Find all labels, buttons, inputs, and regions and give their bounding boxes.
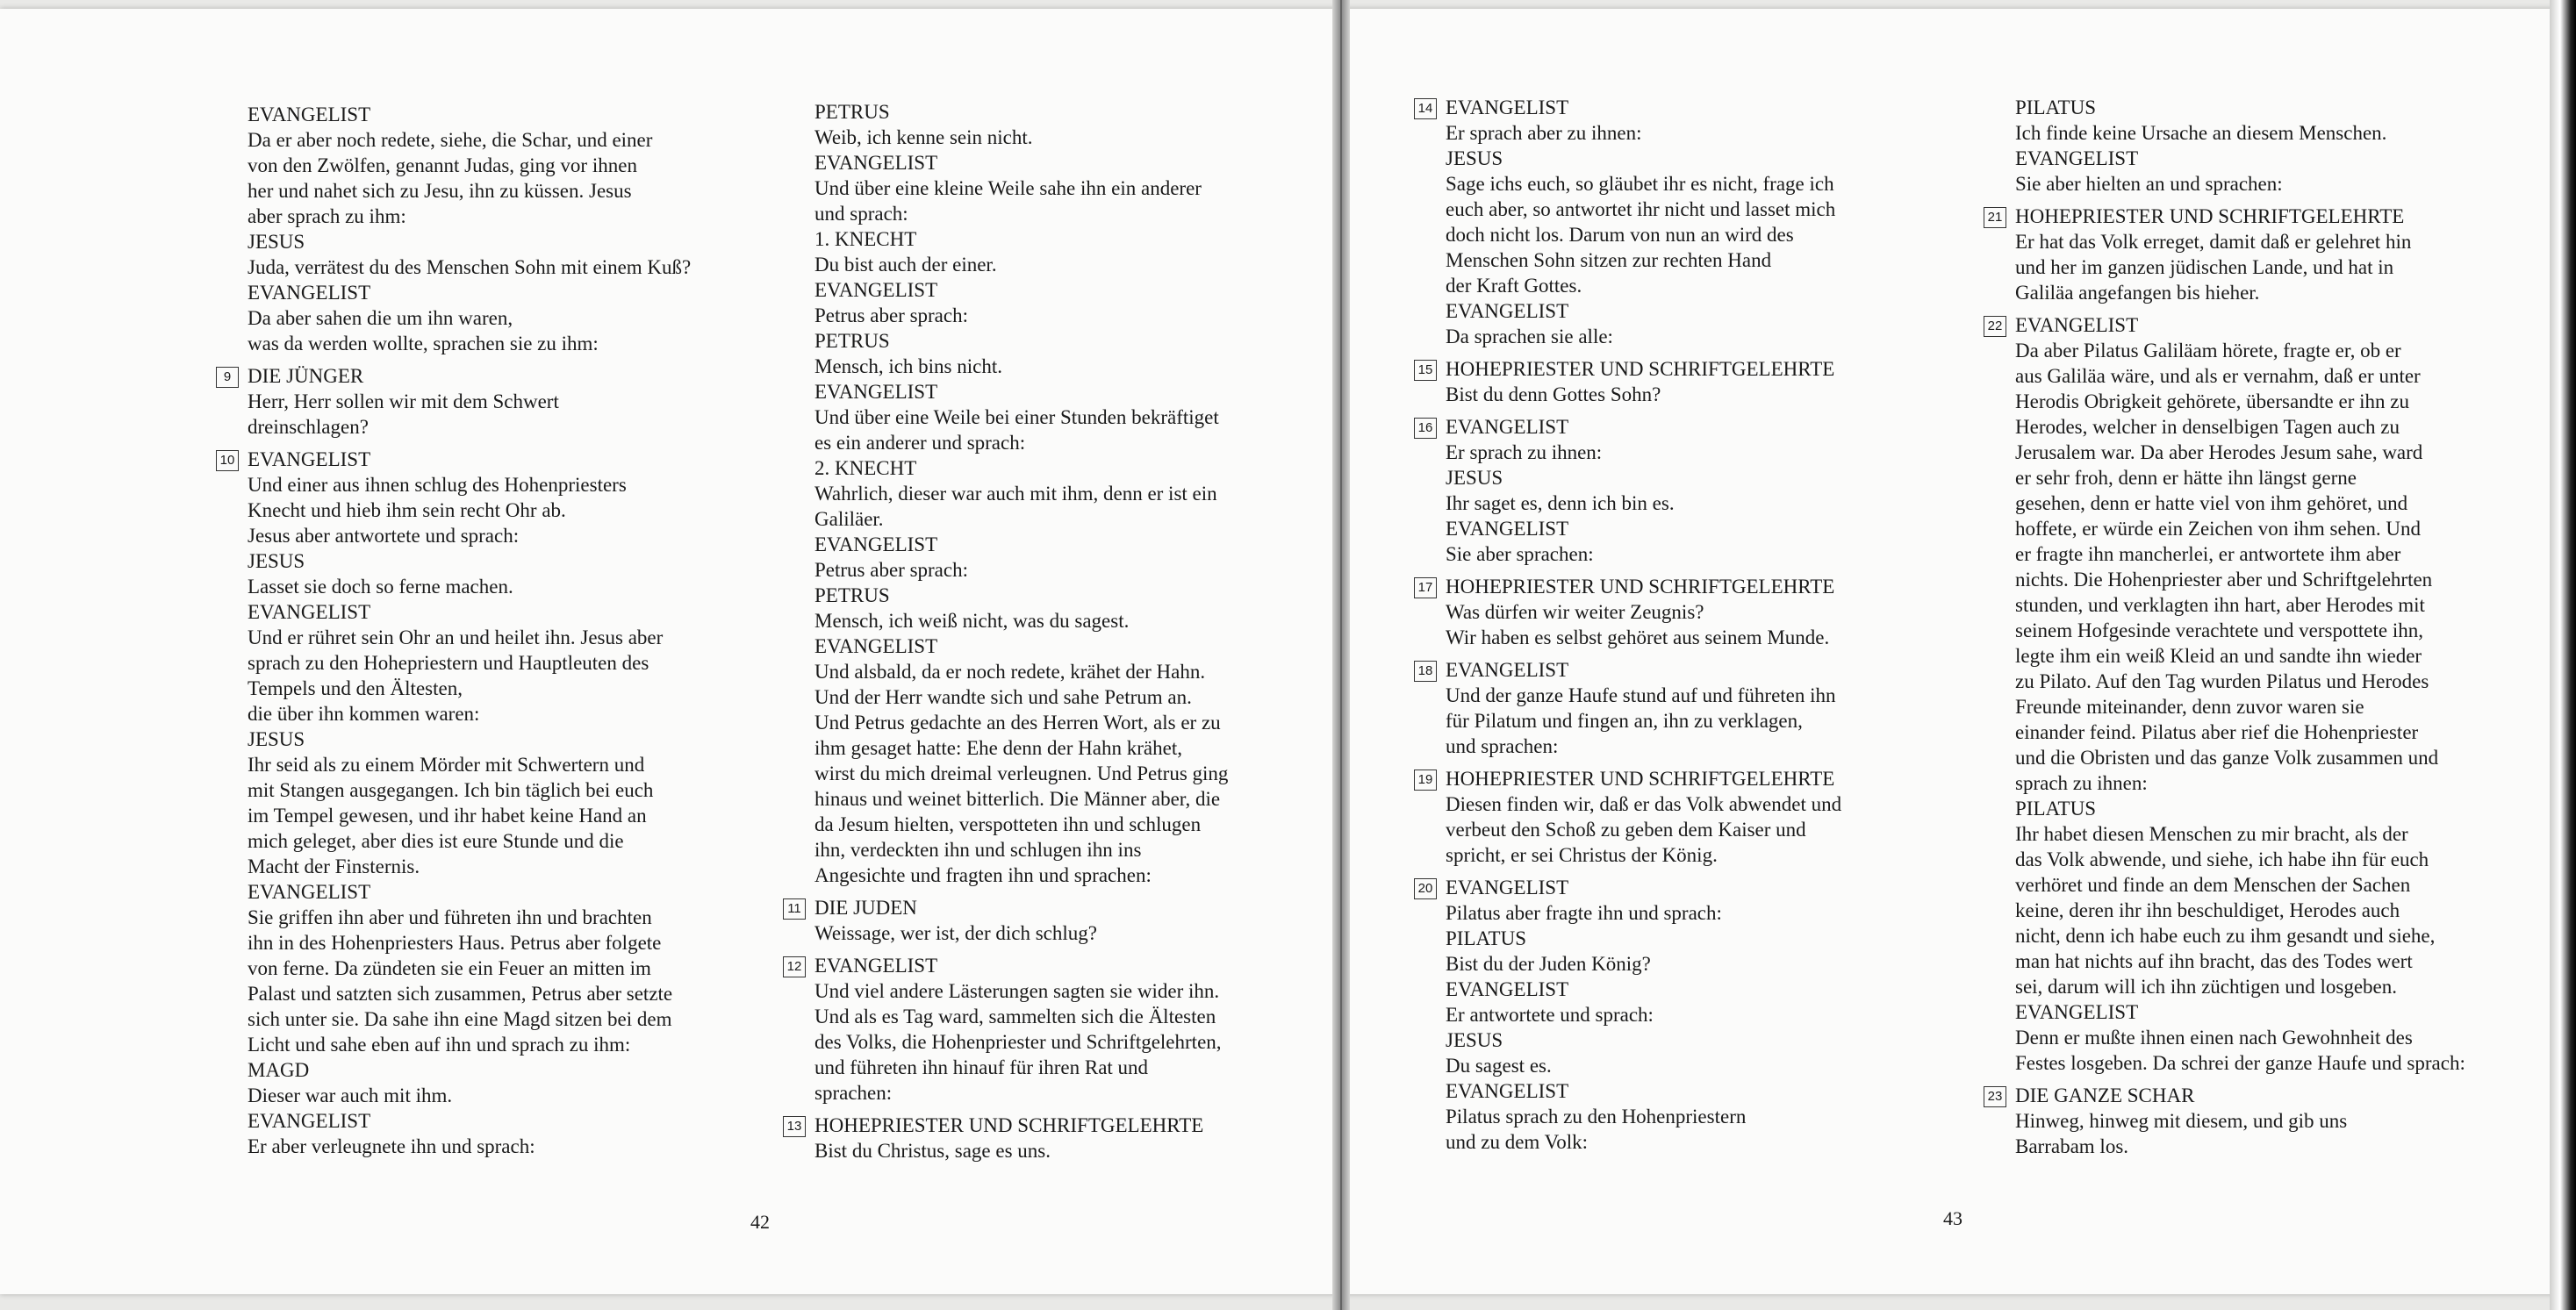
text-line: für Pilatum und fingen an, ihn zu verklagen,	[1446, 710, 1803, 732]
section-number-box: 17	[1414, 577, 1437, 598]
text-line: Er sprach aber zu ihnen:	[1446, 122, 1642, 144]
text-line: PILATUS	[2015, 798, 2097, 820]
text-line: Da aber Pilatus Galiläam hörete, fragte er, ob er	[2015, 340, 2401, 362]
text-line: Weib, ich kenne sein nicht.	[814, 126, 1033, 148]
text-line: DIE JUDEN	[814, 897, 917, 919]
text-line: DIE GANZE SCHAR	[2015, 1085, 2195, 1106]
text-line: PETRUS	[814, 101, 890, 123]
text-line: Was dürfen wir weiter Zeugnis?	[1446, 601, 1704, 623]
section-number-box: 10	[216, 450, 239, 471]
text-line: PETRUS	[814, 330, 890, 352]
text-line: Festes losgeben. Da schrei der ganze Haufe und sprach:	[2015, 1052, 2465, 1074]
text-section	[219, 447, 691, 1159]
text-line: Mensch, ich weiß nicht, was du sagest.	[814, 610, 1130, 632]
text-line: Herr, Herr sollen wir mit dem Schwert	[248, 390, 559, 412]
text-line: Du sagest es.	[1446, 1055, 1552, 1077]
text-line: EVANGELIST	[1446, 978, 1569, 1000]
left-page-column-1	[219, 102, 692, 1159]
text-line: JESUS	[1446, 147, 1503, 169]
text-line: Und der Herr wandte sich und sahe Petrum an.	[814, 686, 1192, 708]
text-line: JESUS	[248, 231, 305, 253]
text-line: Er hat das Volk erreget, damit daß er gelehret hin	[2015, 231, 2412, 253]
text-line: spricht, er sei Christus der König.	[1446, 844, 1718, 866]
text-line: Diesen finden wir, daß er das Volk abwendet und	[1446, 793, 1842, 815]
text-line: zu Pilato. Auf den Tag wurden Pilatus und Herodes	[2015, 670, 2429, 692]
right-page-column-2	[1987, 95, 2465, 1159]
text-line: Galiläa angefangen bis hieher.	[2015, 282, 2260, 304]
page-edge	[2550, 0, 2576, 1310]
text-line: EVANGELIST	[1446, 518, 1569, 540]
text-line: von den Zwölfen, genannt Judas, ging vor ihnen	[248, 154, 637, 176]
text-line: Mensch, ich bins nicht.	[814, 355, 1002, 377]
text-line: des Volks, die Hohenpriester und Schriftgelehrten,	[814, 1031, 1222, 1053]
text-line: sich unter sie. Da sahe ihn eine Magd sitzen bei dem	[248, 1008, 672, 1030]
text-line: EVANGELIST	[814, 533, 938, 555]
text-line: Ich finde keine Ursache an diesem Menschen.	[2015, 122, 2387, 144]
text-line: Bist du der Juden König?	[1446, 953, 1651, 975]
text-line: Palast und satzten sich zusammen, Petrus aber setzte	[248, 983, 673, 1005]
page-number-left: 42	[750, 1211, 770, 1233]
text-line: und zu dem Volk:	[1446, 1131, 1589, 1153]
text-section	[787, 895, 1228, 946]
text-line: Bist du Christus, sage es uns.	[814, 1140, 1051, 1162]
text-line: Barrabam los.	[2015, 1135, 2129, 1157]
text-line: Hinweg, hinweg mit diesem, und gib uns	[2015, 1110, 2348, 1132]
text-line: EVANGELIST	[248, 104, 371, 125]
text-line: 1. KNECHT	[814, 228, 917, 250]
section-number-box: 23	[1984, 1086, 2006, 1107]
text-line: Ihr seid als zu einem Mörder mit Schwertern und	[248, 754, 645, 776]
text-line: Tempels und den Ältesten,	[248, 677, 463, 699]
text-line: was da werden wollte, sprachen sie zu ihm:	[248, 333, 599, 354]
text-line: aus Galiläa wäre, und als er vernahm, daß er unter	[2015, 365, 2421, 387]
text-line: Und über eine kleine Weile sahe ihn ein anderer	[814, 177, 1202, 199]
text-line: Licht und sahe eben auf ihn und sprach zu ihm:	[248, 1034, 631, 1056]
text-line: EVANGELIST	[814, 152, 938, 174]
text-line: seinem Hofgesinde verachtete und verspottete ihn,	[2015, 619, 2423, 641]
text-section	[2015, 95, 2465, 197]
text-line: verbeut den Schoß zu geben dem Kaiser und	[1446, 819, 1806, 841]
section-number-box: 12	[783, 956, 806, 977]
text-line: Und alsbald, da er noch redete, krähet der Hahn.	[814, 661, 1206, 683]
text-line: Dieser war auch mit ihm.	[248, 1085, 453, 1106]
text-line: Petrus aber sprach:	[814, 559, 968, 581]
text-section	[1417, 574, 1841, 650]
section-number-box: 22	[1984, 316, 2006, 337]
section-number-box: 20	[1414, 878, 1437, 899]
text-line: Herodes, welcher in denselbigen Tagen auch zu	[2015, 416, 2400, 438]
text-line: EVANGELIST	[1446, 659, 1569, 681]
text-line: Da sprachen sie alle:	[1446, 326, 1613, 347]
text-line: gesehen, denn er hatte viel von ihm gehöret, und	[2015, 492, 2408, 514]
text-line: euch aber, so antwortet ihr nicht und lasset mich	[1446, 198, 1836, 220]
text-line: es ein anderer und sprach:	[814, 432, 1026, 454]
text-line: das Volk abwende, und siehe, ich habe ihn für euch	[2015, 848, 2429, 870]
text-line: der Kraft Gottes.	[1446, 275, 1582, 297]
right-page-column-1	[1417, 95, 1842, 1155]
text-line: Jerusalem war. Da aber Herodes Jesum sahe, ward	[2015, 441, 2423, 463]
text-section	[1417, 356, 1841, 407]
text-line: Pilatus aber fragte ihn und sprach:	[1446, 902, 1722, 924]
text-line: Ihr saget es, denn ich bin es.	[1446, 492, 1675, 514]
text-line: Bist du denn Gottes Sohn?	[1446, 383, 1661, 405]
text-line: Und der ganze Haufe stund auf und führeten ihn	[1446, 684, 1836, 706]
text-line: JESUS	[1446, 1029, 1503, 1051]
text-line: Angesichte und fragten ihn und sprachen:	[814, 864, 1152, 886]
text-line: Er aber verleugnete ihn und sprach:	[248, 1135, 535, 1157]
text-line: Weissage, wer ist, der dich schlug?	[814, 922, 1097, 944]
text-line: Wir haben es selbst gehöret aus seinem Munde.	[1446, 626, 1830, 648]
text-line: verhöret und finde an dem Menschen der Sachen	[2015, 874, 2411, 896]
text-line: HOHEPRIESTER UND SCHRIFTGELEHRTE	[2015, 205, 2405, 227]
text-line: Da aber sahen die um ihn waren,	[248, 307, 513, 329]
text-line: sprach zu ihnen:	[2015, 772, 2148, 794]
text-line: ihm gesaget hatte: Ehe denn der Hahn krähet,	[814, 737, 1182, 759]
text-section	[786, 1113, 1228, 1163]
text-line: Sage ichs euch, so gläubet ihr es nicht, frage ich	[1446, 173, 1834, 195]
text-line: im Tempel gewesen, und ihr habet keine Hand an	[248, 805, 647, 827]
text-line: Sie griffen ihn aber und führeten ihn und brachten	[248, 906, 652, 928]
text-line: EVANGELIST	[1446, 97, 1569, 118]
text-line: Petrus aber sprach:	[814, 304, 968, 326]
text-line: EVANGELIST	[1446, 416, 1569, 438]
text-section	[223, 363, 691, 440]
text-line: die über ihn kommen waren:	[248, 703, 480, 725]
text-line: Jesus aber antwortete und sprach:	[248, 525, 520, 547]
text-line: wirst du mich dreimal verleugnen. Und Petrus ging	[814, 762, 1229, 784]
text-line: Pilatus sprach zu den Hohenpriestern	[1446, 1106, 1747, 1127]
text-line: Galiläer.	[814, 508, 884, 530]
section-number-box: 9	[216, 367, 239, 388]
text-line: legte ihm ein weiß Kleid an und sandte ihn wieder	[2015, 645, 2422, 667]
text-line: Und einer aus ihnen schlug des Hohenpriesters	[248, 474, 627, 496]
text-line: mit Stangen ausgegangen. Ich bin täglich bei euch	[248, 779, 654, 801]
text-line: von ferne. Da zündeten sie ein Feuer an mitten im	[248, 957, 651, 979]
text-line: Ihr habet diesen Menschen zu mir bracht, als der	[2015, 823, 2408, 845]
text-line: PILATUS	[2015, 97, 2097, 118]
text-line: und führeten ihn hinauf für ihren Rat und	[814, 1056, 1149, 1078]
text-line: EVANGELIST	[248, 601, 371, 623]
text-line: HOHEPRIESTER UND SCHRIFTGELEHRTE	[814, 1114, 1204, 1136]
section-number-box: 21	[1984, 207, 2006, 228]
text-line: einander feind. Pilatus aber rief die Hohenpriester	[2015, 721, 2419, 743]
text-line: HOHEPRIESTER UND SCHRIFTGELEHRTE	[1446, 358, 1835, 380]
text-line: EVANGELIST	[248, 282, 371, 304]
text-line: JESUS	[1446, 467, 1503, 489]
text-line: Da er aber noch redete, siehe, die Schar, und einer	[248, 129, 653, 151]
text-line: Sie aber sprachen:	[1446, 543, 1594, 565]
text-line: HOHEPRIESTER UND SCHRIFTGELEHRTE	[1446, 768, 1835, 790]
text-section	[1417, 766, 1842, 868]
text-line: sprach zu den Hohepriestern und Hauptleuten des	[248, 652, 649, 674]
section-number-box: 13	[783, 1116, 806, 1137]
text-line: EVANGELIST	[1446, 300, 1569, 322]
text-section	[1417, 875, 1841, 1155]
text-line: und sprach:	[814, 203, 908, 225]
text-line: ihn, verdeckten ihn und schlugen ihn ins	[814, 839, 1142, 861]
text-line: Denn er mußte ihnen einen nach Gewohnheit des	[2015, 1027, 2413, 1049]
text-line: JESUS	[248, 728, 305, 750]
text-line: MAGD	[248, 1059, 310, 1081]
section-number-box: 15	[1414, 360, 1437, 381]
section-number-box: 11	[783, 898, 806, 920]
text-line: Und viel andere Lästerungen sagten sie wider ihn.	[814, 980, 1220, 1002]
text-line: sei, darum will ich ihn züchtigen und losgeben.	[2015, 976, 2397, 998]
text-line: doch nicht los. Darum von nun an wird des	[1446, 224, 1794, 246]
text-line: EVANGELIST	[814, 279, 938, 301]
text-line: nicht, denn ich habe euch zu ihm gesandt und siehe,	[2015, 925, 2436, 947]
text-line: EVANGELIST	[248, 881, 371, 903]
text-line: Knecht und hieb ihm sein recht Ohr ab.	[248, 499, 566, 521]
text-section	[1987, 1083, 2465, 1159]
text-line: EVANGELIST	[814, 955, 938, 977]
text-section	[1417, 95, 1841, 349]
page-number-right: 43	[1943, 1207, 1962, 1229]
text-line: Macht der Finsternis.	[248, 855, 420, 877]
section-number-box: 14	[1414, 98, 1437, 119]
text-line: EVANGELIST	[1446, 877, 1569, 898]
text-line: JESUS	[248, 550, 305, 572]
left-page-column-2	[786, 99, 1229, 1163]
text-line: her und nahet sich zu Jesu, ihn zu küssen. Jesus	[248, 180, 632, 202]
text-line: Du bist auch der einer.	[814, 254, 997, 276]
text-line: PILATUS	[1446, 927, 1527, 949]
text-line: keine, deren ihr ihn beschuldiget, Herodes auch	[2015, 899, 2400, 921]
text-line: ihn in des Hohenpriesters Haus. Petrus aber folgete	[248, 932, 662, 954]
text-section	[1417, 657, 1841, 759]
text-line: Und über eine Weile bei einer Stunden bekräftiget	[814, 406, 1219, 428]
text-section	[1987, 312, 2465, 1076]
text-section	[248, 102, 691, 356]
text-line: Freunde miteinander, denn zuvor waren sie	[2015, 696, 2364, 718]
text-line: 2. KNECHT	[814, 457, 917, 479]
section-number-box: 16	[1414, 418, 1437, 439]
text-line: man hat nichts auf ihn bracht, das des Todes wert	[2015, 950, 2413, 972]
text-line: Herodis Obrigkeit gehörete, übersandte er ihn zu	[2015, 390, 2409, 412]
text-line: er fragte ihn mancherlei, er antwortete ihm aber	[2015, 543, 2401, 565]
text-line: EVANGELIST	[2015, 147, 2139, 169]
section-number-box: 19	[1414, 770, 1437, 791]
text-line: aber sprach zu ihm:	[248, 205, 406, 227]
text-line: hinaus und weinet bitterlich. Die Männer aber, die	[814, 788, 1221, 810]
text-line: sprachen:	[814, 1082, 893, 1104]
text-line: EVANGELIST	[2015, 1001, 2139, 1023]
text-line: EVANGELIST	[248, 448, 371, 470]
text-line: Und er rühret sein Ohr an und heilet ihn. Jesus aber	[248, 626, 664, 648]
text-line: mich geleget, aber dies ist eure Stunde und die	[248, 830, 624, 852]
text-line: Wahrlich, dieser war auch mit ihm, denn er ist ein	[814, 483, 1217, 505]
text-line: EVANGELIST	[814, 381, 938, 403]
book-gutter	[1332, 0, 1350, 1310]
text-line: Menschen Sohn sitzen zur rechten Hand	[1446, 249, 1772, 271]
text-line: dreinschlagen?	[248, 416, 369, 438]
text-line: und her im ganzen jüdischen Lande, und hat in	[2015, 256, 2394, 278]
text-line: Er sprach zu ihnen:	[1446, 441, 1603, 463]
text-section	[1417, 414, 1841, 567]
text-section	[814, 99, 1228, 888]
text-line: Er antwortete und sprach:	[1446, 1004, 1654, 1026]
text-line: und die Obristen und das ganze Volk zusammen und	[2015, 747, 2439, 769]
section-number-box: 18	[1414, 661, 1437, 682]
text-line: Und als es Tag ward, sammelten sich die Ältesten	[814, 1006, 1216, 1027]
text-line: EVANGELIST	[814, 635, 938, 657]
text-line: DIE JÜNGER	[248, 365, 364, 387]
text-line: da Jesum hielten, verspotteten ihn und schlugen	[814, 813, 1202, 835]
text-section	[786, 953, 1228, 1106]
text-line: Sie aber hielten an und sprachen:	[2015, 173, 2283, 195]
text-line: Und Petrus gedachte an des Herren Wort, als er zu	[814, 712, 1221, 734]
text-line: und sprachen:	[1446, 735, 1559, 757]
text-line: Juda, verrätest du des Menschen Sohn mit einem Kuß?	[248, 256, 692, 278]
text-line: hoffete, er würde ein Zeichen von ihm sehen. Und	[2015, 518, 2421, 540]
text-line: EVANGELIST	[248, 1110, 371, 1132]
text-line: Lasset sie doch so ferne machen.	[248, 576, 513, 598]
text-line: EVANGELIST	[1446, 1080, 1569, 1102]
text-line: stunden, und verklagten ihn hart, aber Herodes mit	[2015, 594, 2425, 616]
text-section	[1987, 204, 2465, 305]
text-line: er sehr froh, denn er hätte ihn längst gerne	[2015, 467, 2357, 489]
text-line: PETRUS	[814, 584, 890, 606]
text-line: HOHEPRIESTER UND SCHRIFTGELEHRTE	[1446, 576, 1835, 598]
text-line: nichts. Die Hohenpriester aber und Schriftgelehrten	[2015, 569, 2433, 591]
text-line: EVANGELIST	[2015, 314, 2139, 336]
